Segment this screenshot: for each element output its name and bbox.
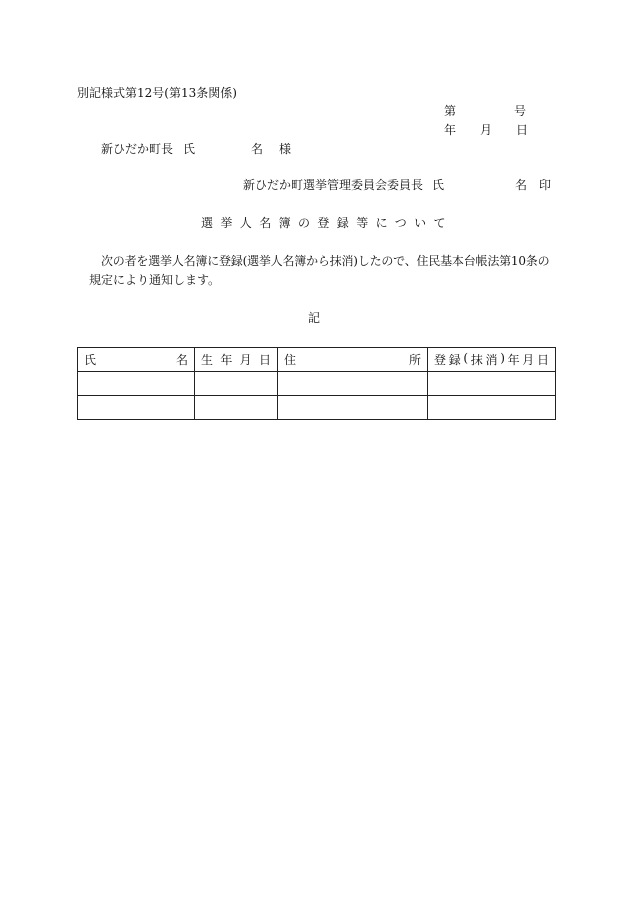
addressee-surname-label: 氏 — [183, 142, 196, 156]
header-name: 氏 名 — [78, 348, 195, 372]
date-month-label: 月 — [480, 123, 493, 137]
header-registration-date: 登 録 ( 抹 消 ) 年 月 日 — [428, 348, 556, 372]
sender-surname-label: 氏 — [432, 178, 445, 192]
cell-address — [278, 372, 428, 396]
cell-address — [278, 396, 428, 420]
cell-birth-date — [195, 396, 278, 420]
addressee-title: 新ひだか町長 — [101, 142, 174, 156]
date-year-label: 年 — [444, 123, 457, 137]
subject-title: 選挙人名簿の登録等について — [201, 216, 453, 230]
cell-name — [78, 372, 195, 396]
table-row — [78, 396, 556, 420]
record-mark: 記 — [308, 311, 321, 325]
cell-birth-date — [195, 372, 278, 396]
addressee-given-name-label: 名 — [251, 142, 264, 156]
table-header-row — [78, 348, 556, 372]
body-text-line-2: 規定により通知します。 — [89, 273, 221, 287]
seal-label: 印 — [539, 178, 552, 192]
table-row — [78, 372, 556, 396]
sender-title: 新ひだか町選挙管理委員会委員長 — [243, 178, 424, 192]
document-number-suffix: 号 — [514, 104, 527, 118]
form-number: 別記様式第12号(第13条関係) — [77, 86, 237, 100]
body-text-line-1: 次の者を選挙人名簿に登録(選挙人名簿から抹消)したので、住民基本台帳法第10条の — [101, 254, 550, 268]
cell-registration-date — [428, 372, 556, 396]
sender-given-name-label: 名 — [515, 178, 528, 192]
header-address: 住 所 — [278, 348, 428, 372]
header-birth-date: 生 年 月 日 — [195, 348, 278, 372]
addressee-honorific: 様 — [279, 142, 292, 156]
document-number-prefix: 第 — [444, 104, 457, 118]
cell-name — [78, 396, 195, 420]
register-table — [77, 347, 556, 420]
date-day-label: 日 — [516, 123, 529, 137]
cell-registration-date — [428, 396, 556, 420]
